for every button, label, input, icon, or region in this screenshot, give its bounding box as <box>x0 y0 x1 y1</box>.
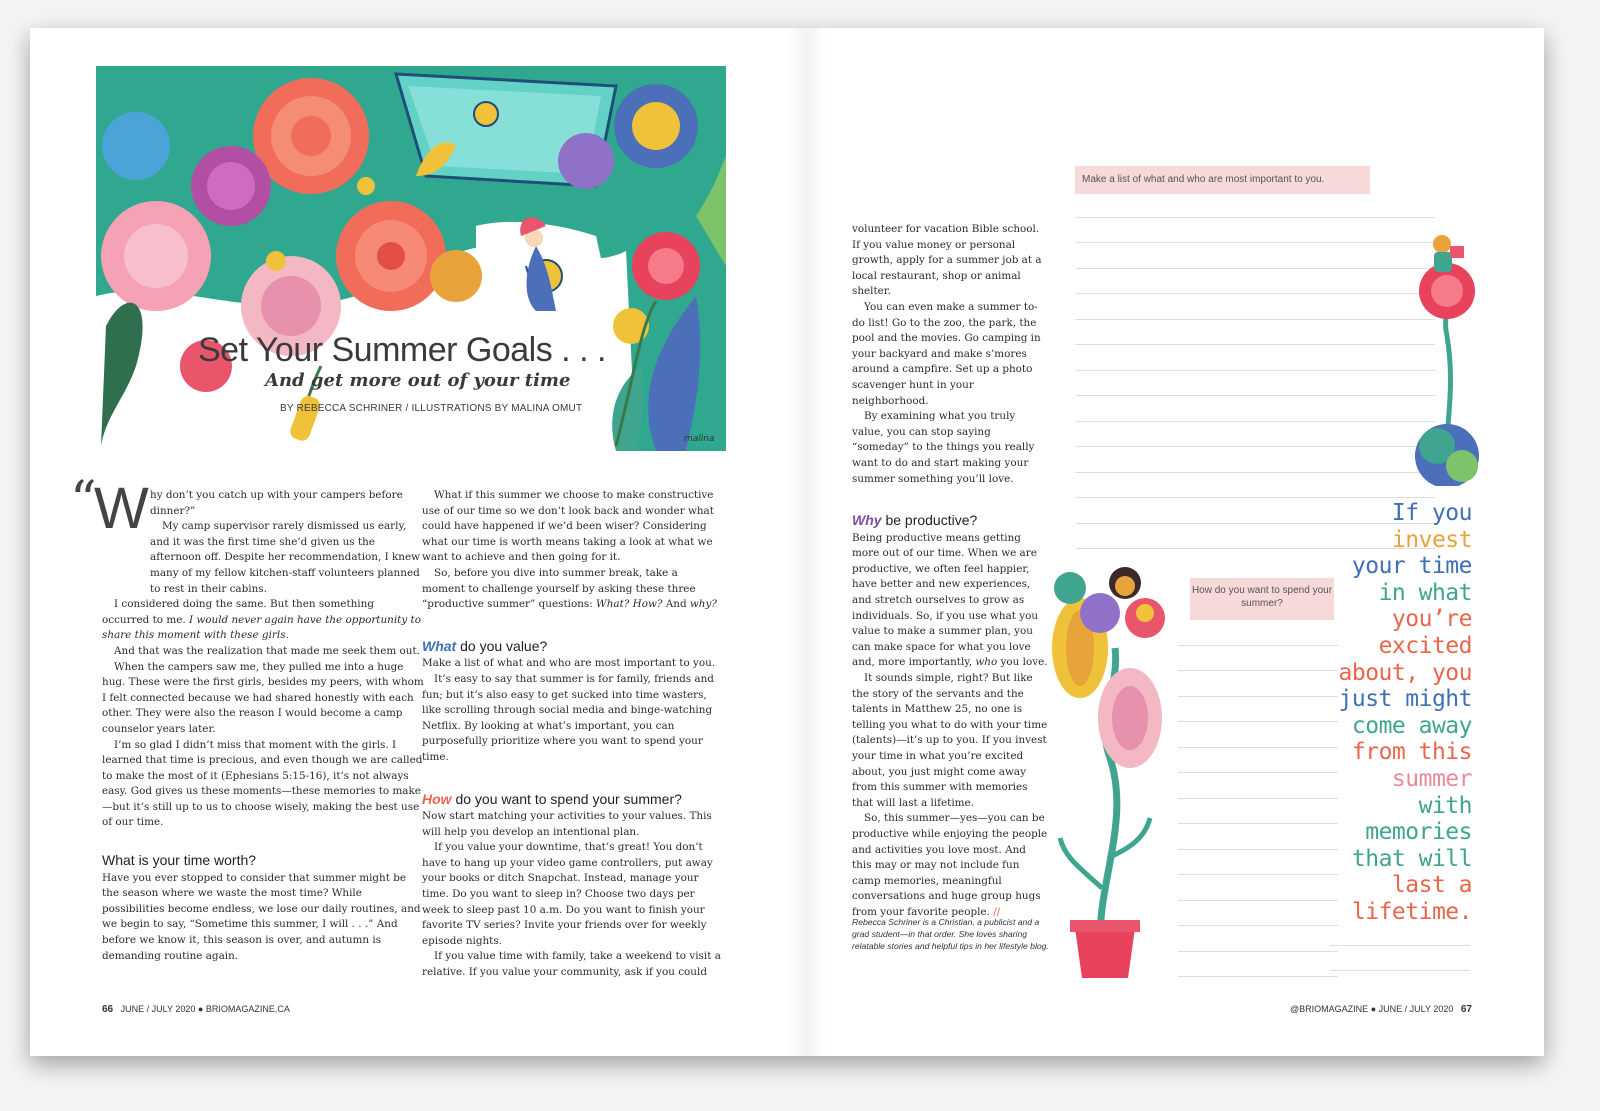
paragraph: By examining what you truly value, you can stop saying “someday” to the things you really want to do and start making your summer something you’ll love. <box>852 410 1035 485</box>
paragraph: If you value time with family, take a weekend to visit a relative. If you value your community, ask if you could <box>422 950 721 979</box>
heading-rest: do you want to spend your summer? <box>451 790 682 807</box>
paragraph <box>422 566 722 613</box>
paragraph: volunteer for vacation Bible school. If you value money or personal growth, apply for a summer job at a local restaurant, shop or animal shelter. <box>852 223 1042 298</box>
social-handle: @BRIOMAGAZINE <box>1290 1004 1369 1014</box>
illustrator-signature: malina <box>684 434 715 444</box>
paragraph-text: My camp supervisor rarely dismissed us early, and it was the first time she’d given us the afternoon off. Despite her recommendation, I knew many of my fellow kitchen-staff volunteers planned to rest in their cabins. <box>150 520 421 595</box>
paragraph <box>852 531 1048 671</box>
paragraph: If you value your downtime, that’s great! You don’t have to hang up your video game controllers, put away your books or ditch Snapchat. Instead, manage your time. Do you want to sleep in? Choose two days per week to sleep past 10 a.m. Do you want to finish your favorite TV series? Invite your friends over for weekly episode nights. <box>422 841 713 947</box>
pull-quote <box>1272 500 1472 926</box>
writing-lines-top[interactable] <box>1075 192 1435 549</box>
paragraph: Make a list of what and who are most important to you. <box>422 657 716 670</box>
column-1 <box>102 488 424 964</box>
footer-right <box>1290 1004 1472 1015</box>
pull-quote-line: from this <box>1351 739 1472 766</box>
prompt-text: Make a list of what and who are most important to you. <box>1082 174 1325 185</box>
article-title: Set Your Summer Goals . . . <box>198 331 606 369</box>
heading-rest: be productive? <box>881 512 978 529</box>
pull-quote-line: lifetime. <box>1351 898 1472 925</box>
article-byline: BY REBECCA SCHRINER / ILLUSTRATIONS BY MALINA OMUT <box>280 403 583 414</box>
page-number-right: 67 <box>1460 1004 1472 1015</box>
section-heading-what <box>422 639 722 655</box>
paragraph-text: I considered doing the same. But then something occurred to me. <box>102 598 374 626</box>
paragraph: It’s easy to say that summer is for family, friends and fun; but it’s also easy to get sucked into time wasters, like scrolling through social media and binge-watching Netflix. By looking at what’s important, you can purposefully prioritize where you want to spend your time. <box>422 672 714 763</box>
para-lead-text: hy don’t you catch up with your campers before dinner?” <box>150 489 403 517</box>
paragraph-text: So, before you dive into summer break, take a moment to challenge yourself by asking these three “productive summer” questions: <box>422 566 696 611</box>
pull-quote-line: excited <box>1378 632 1472 659</box>
prompt-text: How do you want to spend your summer? <box>1191 585 1333 609</box>
pull-quote-line: memories <box>1365 819 1472 846</box>
flower-illustration <box>96 66 726 451</box>
magazine-spread <box>30 28 1544 1056</box>
pull-quote-line: invest <box>1391 526 1472 553</box>
footer-left <box>102 1004 290 1015</box>
paragraph: And that was the realization that made me seek them out. <box>114 644 420 657</box>
drop-cap: W <box>94 476 149 541</box>
pull-quote-line: come away <box>1351 712 1472 739</box>
article-subtitle: And get more out of your time <box>265 370 571 391</box>
column-3 <box>852 222 1048 921</box>
column-2 <box>422 488 722 981</box>
gutter-shadow <box>787 28 827 1056</box>
hero-illustration <box>96 66 726 451</box>
writing-lines-under-quote[interactable] <box>1330 920 1470 971</box>
paragraph: It sounds simple, right? But like the story of the servants and the talents in Matthew 25, no one is telling you what to do with your time (talents)—it’s up to you. If you invest your time in what you’re excited about, you just might come away from this summer with memories that will last a lifetime. <box>852 672 1048 809</box>
heading-keyword: What <box>422 637 457 654</box>
issue-date-left: JUNE / JULY 2020 <box>120 1004 196 1014</box>
paragraph <box>852 811 1048 920</box>
paragraph-emphasis: why? <box>689 598 717 611</box>
paragraph-emphasis: What? How? <box>596 598 663 611</box>
heading-rest: do you value? <box>456 637 548 654</box>
paragraph: When the campers saw me, they pulled me into a huge hug. These were the first girls, besides my peers, with whom I felt connected because we had shared honestly with each other. They were also the reason I would become a camp counselor years later. <box>102 660 424 735</box>
pull-quote-line: with <box>1418 792 1472 819</box>
worksheet-prompt-values <box>1075 166 1370 194</box>
site-left: BRIOMAGAZINE.CA <box>205 1004 290 1014</box>
bullet-icon: ● <box>1370 1004 1377 1014</box>
paragraph-text: you love. <box>997 656 1048 669</box>
pull-quote-line: your time <box>1351 553 1472 580</box>
pull-quote-line: about, you <box>1338 659 1472 686</box>
pull-quote-line: you’re <box>1391 606 1472 633</box>
paragraph-emphasis: who <box>975 656 998 669</box>
heading-keyword: Why <box>852 512 882 529</box>
section-heading-how <box>422 792 722 808</box>
paragraph-text: Being productive means getting more out of our time. When we are productive, we often feel happier, have better and new experiences, and stretch ourselves to grow as individuals. So, if you use what you value to make a summer plan, you can make space for what you love and, more importantly, <box>852 531 1039 669</box>
paragraph: Have you ever stopped to consider that summer might be the season where we waste the most time? While possibilities become endless, we lose our daily routines, and we begin to say, “Sometime this summer, I will . . .” And before we know it, this season is over, and autumn is demanding routine again. <box>102 871 421 962</box>
paragraph-text: So, this summer—yes—you can be productive while enjoying the people and activities you love most. And this may or may not include fun camp memories, meaningful conversations and huge group hugs from your favorite people. <box>852 812 1048 918</box>
pull-quote-line: If you <box>1391 500 1472 526</box>
paragraph: I’m so glad I didn’t miss that moment with the girls. I learned that time is precious, and even though we are called to make the most of it (Ephesians 5:15-16), it’s not always easy. God gives us these moments—these memories to make—but it’s still up to us to choose wisely, making the best use of our time. <box>102 738 423 829</box>
para-lead <box>102 488 424 519</box>
paragraph-text: And <box>662 598 690 611</box>
pull-quote-line: in what <box>1378 579 1472 606</box>
paragraph: Now start matching your activities to your values. This will help you develop an intentional plan. <box>422 810 712 838</box>
end-mark-icon: ∕∕ <box>993 905 1001 918</box>
paragraph: You can even make a summer to-do list! Go to the zoo, the park, the pool and the movies. Go camping in your backyard and make s’mores around a campfire. Set up a photo scavenger hunt in your neighborhood. <box>852 300 1041 407</box>
pull-quote-line: summer <box>1391 765 1472 792</box>
flower-pot-illustration <box>1040 558 1170 978</box>
pull-quote-line: last a <box>1391 872 1472 899</box>
flower-girl-illustration <box>1402 216 1492 486</box>
drop-quote-mark: “ <box>70 471 97 531</box>
paragraph <box>102 519 424 597</box>
pull-quote-line: just might <box>1338 686 1472 713</box>
page-number-left: 66 <box>102 1004 114 1015</box>
section-heading-why <box>852 513 1048 529</box>
bullet-icon: ● <box>197 1004 204 1014</box>
issue-date-right: JUNE / JULY 2020 <box>1378 1004 1454 1014</box>
heading-keyword: How <box>422 790 452 807</box>
author-bio: Rebecca Schriner is a Christian, a publicist and a grad student—in that order. She loves sharing relatable stories and helpful tips in her lifestyle blog. <box>852 917 1049 951</box>
pull-quote-line: that will <box>1351 845 1472 872</box>
paragraph <box>102 597 424 644</box>
paragraph: What if this summer we choose to make constructive use of our time so we don’t look back and wonder what could have happened if we’d been wiser? Considering what our time is worth means taking a look at what we want to achieve and then going for it. <box>422 489 714 564</box>
section-heading-worth: What is your time worth? <box>102 852 257 869</box>
paragraph-emphasis: I would never again have the opportunity to share this moment with these girls. <box>102 613 421 642</box>
